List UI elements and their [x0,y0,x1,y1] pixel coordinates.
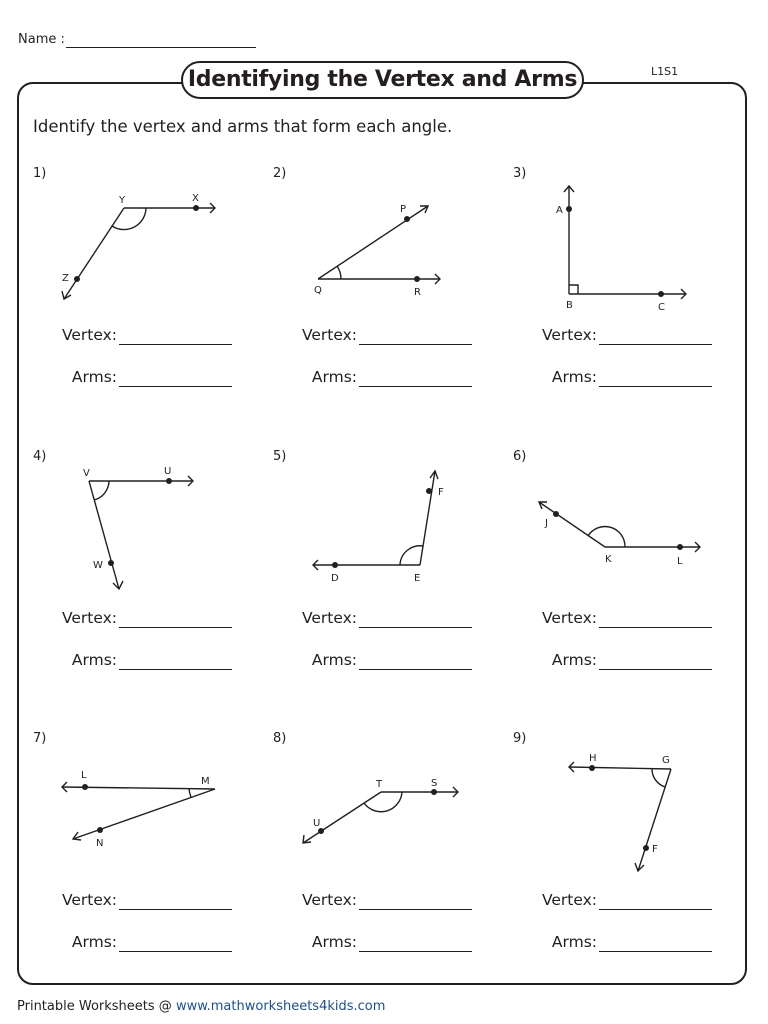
arms-answer-line[interactable] [359,951,472,952]
vertex-answer-line[interactable] [599,627,712,628]
instruction-text: Identify the vertex and arms that form each angle. [33,117,453,136]
point-label: G [662,755,670,766]
problem-8 [273,731,513,1001]
vertex-answer-line[interactable] [119,344,232,345]
arms-label: Arms: [551,368,597,386]
problem-number: 5) [273,449,287,464]
name-label: Name : [18,32,65,47]
point-label: R [414,287,421,298]
problem-number: 4) [33,449,47,464]
footer [17,999,385,1014]
arms-label: Arms: [311,933,357,951]
vertex-answer-line[interactable] [599,344,712,345]
arms-answer-line[interactable] [599,386,712,387]
vertex-answer-line[interactable] [359,627,472,628]
angle-diagram-3 [513,166,753,316]
point-label: Z [62,273,69,284]
problem-number: 8) [273,731,287,746]
point-label: E [414,573,421,584]
point-label: L [81,770,87,781]
point-label: V [83,468,90,479]
problem-number: 1) [33,166,47,181]
vertex-label: Vertex: [61,609,117,627]
problem-number: 2) [273,166,287,181]
vertex-answer-line[interactable] [359,909,472,910]
point-label: X [192,193,199,204]
arms-label: Arms: [311,651,357,669]
problem-2 [273,166,513,436]
arms-answer-line[interactable] [599,951,712,952]
problem-4 [33,449,273,719]
angle-diagram-6 [513,449,753,599]
angle-diagram-1 [33,166,273,316]
arms-label: Arms: [551,651,597,669]
problem-3 [513,166,753,436]
angle-diagram-5 [273,449,513,599]
point-label: W [93,560,103,571]
point-label: U [313,818,321,829]
point-label: U [164,466,172,477]
arms-answer-line[interactable] [119,951,232,952]
angle-diagram-9 [513,731,753,881]
point-label: P [400,204,407,215]
point-label: Y [119,195,126,206]
problem-9 [513,731,753,1001]
vertex-answer-line[interactable] [359,344,472,345]
arms-label: Arms: [71,368,117,386]
vertex-label: Vertex: [541,326,597,344]
point-label: J [545,518,548,529]
arms-answer-line[interactable] [119,669,232,670]
arms-answer-line[interactable] [359,669,472,670]
vertex-label: Vertex: [541,609,597,627]
problem-number: 3) [513,166,527,181]
arms-label: Arms: [311,368,357,386]
arms-answer-line[interactable] [599,669,712,670]
point-label: A [556,205,563,216]
point-label: B [566,300,573,311]
angle-diagram-7 [33,731,273,881]
footer-prefix: Printable Worksheets @ [17,999,176,1014]
problem-7 [33,731,273,1001]
vertex-label: Vertex: [301,891,357,909]
point-label: C [658,302,665,313]
vertex-label: Vertex: [301,326,357,344]
point-label: H [589,753,597,764]
point-label: T [376,779,383,790]
arms-label: Arms: [551,933,597,951]
point-label: D [331,573,339,584]
point-label: L [677,556,683,567]
vertex-label: Vertex: [61,891,117,909]
angle-diagram-4 [33,449,273,599]
arms-label: Arms: [71,651,117,669]
point-label: K [605,554,612,565]
arms-answer-line[interactable] [119,386,232,387]
arms-label: Arms: [71,933,117,951]
problem-5 [273,449,513,719]
point-label: Q [314,285,322,296]
footer-url-link[interactable]: www.mathworksheets4kids.com [175,999,386,1014]
vertex-answer-line[interactable] [119,627,232,628]
angle-diagram-8 [273,731,513,881]
name-input-line[interactable] [66,47,256,48]
problem-number: 7) [33,731,47,746]
problem-number: 9) [513,731,527,746]
vertex-answer-line[interactable] [119,909,232,910]
arms-answer-line[interactable] [359,386,472,387]
point-label: N [96,838,104,849]
worksheet-code: L1S1 [651,65,679,78]
problem-1 [33,166,273,436]
vertex-label: Vertex: [541,891,597,909]
vertex-label: Vertex: [61,326,117,344]
problem-number: 6) [513,449,527,464]
point-label: F [652,844,658,855]
point-label: M [201,776,210,787]
angle-diagram-2 [273,166,513,316]
point-label: F [438,487,444,498]
problem-6 [513,449,753,719]
page-title: Identifying the Vertex and Arms [181,61,584,99]
point-label: S [431,778,438,789]
vertex-answer-line[interactable] [599,909,712,910]
vertex-label: Vertex: [301,609,357,627]
